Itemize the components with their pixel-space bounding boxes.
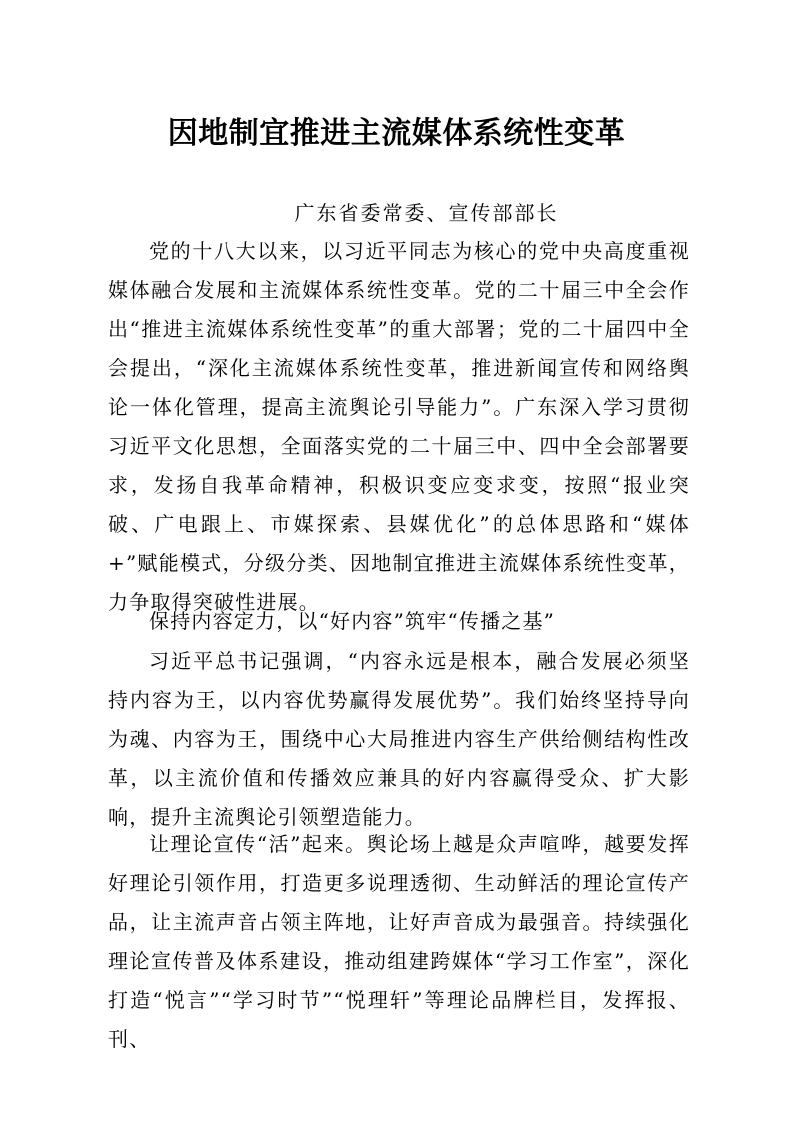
paragraph-content: 习近平总书记强调，“内容永远是根本，融合发展必须坚持内容为王，以内容优势赢得发展优势”。我们始终坚持导向为魂、内容为王，围绕中心大局推进内容生产供给侧结构性改革，以主流价值和传播效应兼具的好内容赢得受众、扩大影响，提升主流舆论引领塑造能力。 [108,649,690,829]
author-byline: 广东省委常委、宣传部部长 [294,201,559,225]
paragraph-intro: 党的十八大以来，以习近平同志为核心的党中央高度重视媒体融合发展和主流媒体系统性变革。党的二十届三中全会作出“推进主流媒体系统性变革”的重大部署；党的二十届四中全会提出，“深化主流媒体系统性变革，推进新闻宣传和网络舆论一体化管理，提高主流舆论引导能力”。广东深入学习贯彻习近平文化思想，全面落实党的二十届三中、四中全会部署要求，发扬自我革命精神，积极识变应变求变，按照“报业突破、广电跟上、市媒探索、县媒优化”的总体思路和“媒体+”赋能模式，分级分类、因地制宜推进主流媒体系统性变革，力争取得突破性进展。 [108,239,690,614]
document-title: 因地制宜推进主流媒体系统性变革 [167,116,626,151]
paragraph-theory: 让理论宣传“活”起来。舆论场上越是众声喧哗，越要发挥好理论引领作用，打造更多说理透彻、生动鲜活的理论宣传产品，让主流声音占领主阵地，让好声音成为最强音。持续强化理论宣传普及体系建设，推动组建跨媒体“学习工作室”，深化打造“悦言”“学习时节”“悦理轩”等理论品牌栏目，发挥报、刊、 [108,832,690,1051]
section-heading: 保持内容定力，以“好内容”筑牢“传播之基” [149,609,556,633]
